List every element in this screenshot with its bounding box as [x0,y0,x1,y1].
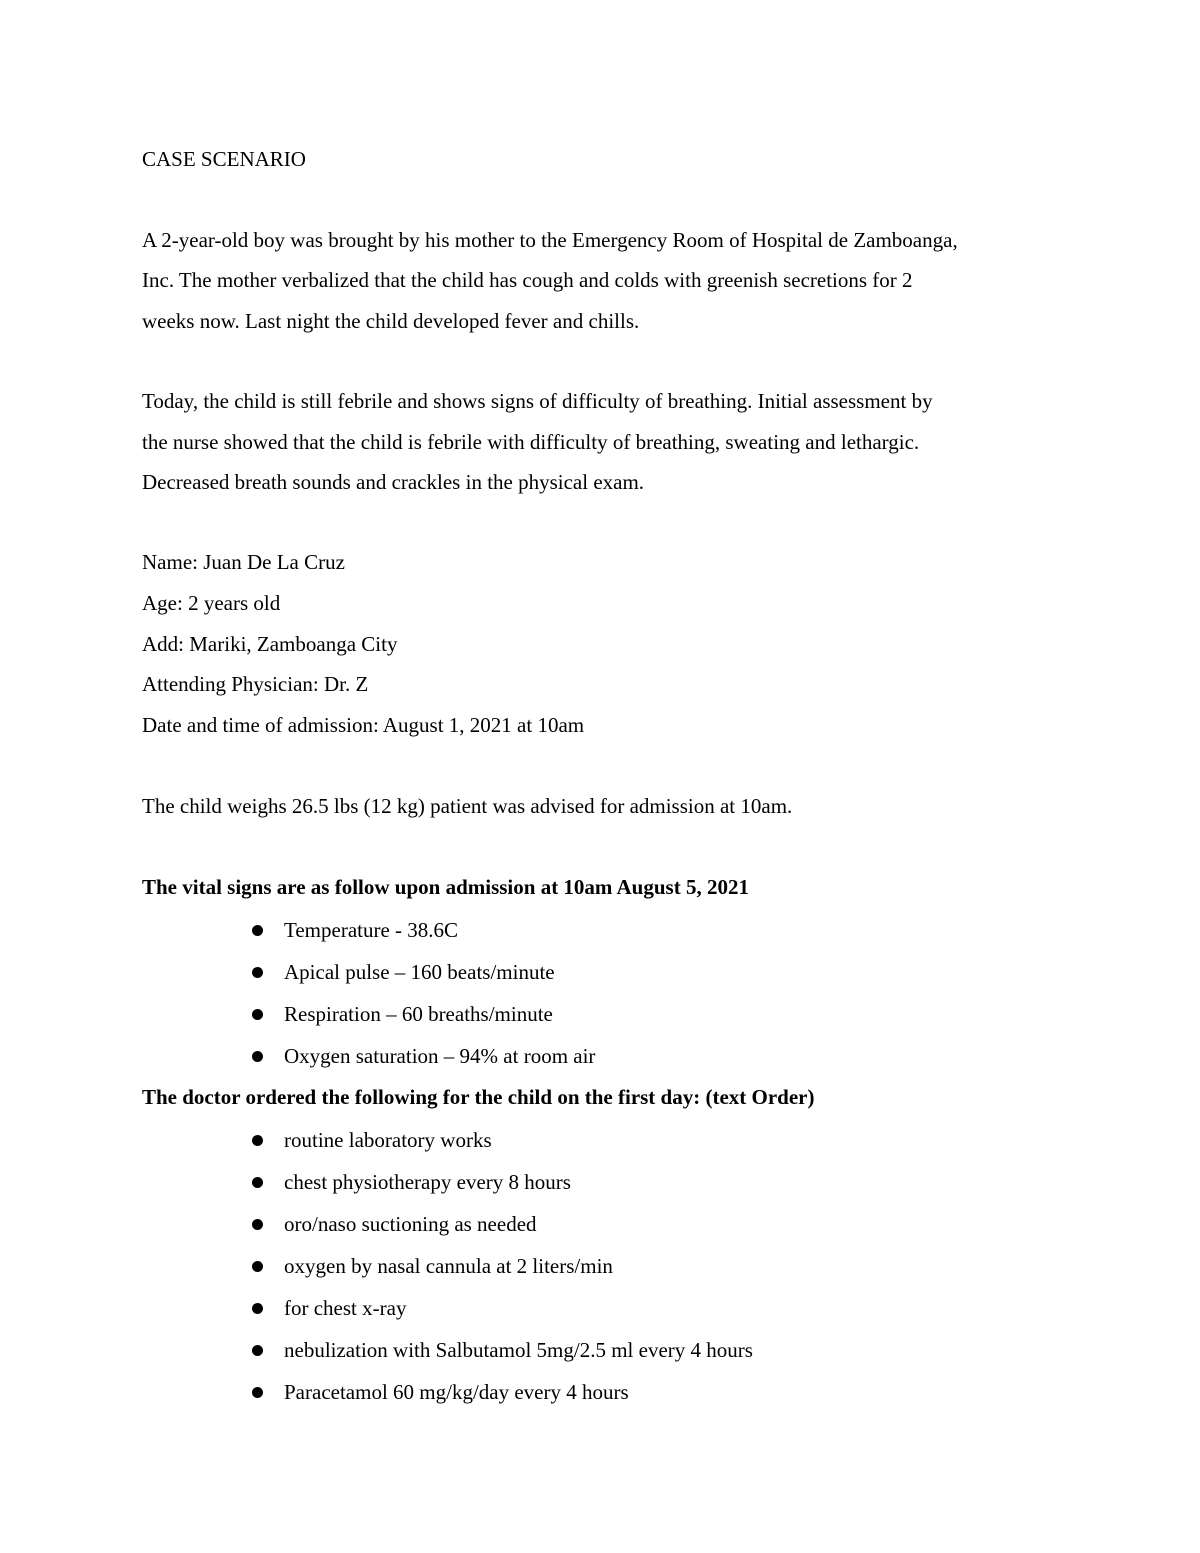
order-item: routine laboratory works [284,1128,492,1152]
paragraph-1-line-1: A 2-year-old boy was brought by his mother to the Emergency Room of Hospital de Zamboanga, [142,228,958,252]
patient-age: Age: 2 years old [142,591,281,615]
vital-temperature: Temperature - 38.6C [284,918,459,942]
paragraph-1-line-3: weeks now. Last night the child developed fever and chills. [142,309,640,333]
vitals-heading: The vital signs are as follow upon admission at 10am August 5, 2021 [142,875,749,899]
bullet-icon [252,1261,263,1272]
order-item: nebulization with Salbutamol 5mg/2.5 ml every 4 hours [284,1338,753,1362]
paragraph-2-line-3: Decreased breath sounds and crackles in the physical exam. [142,470,645,494]
order-item: oxygen by nasal cannula at 2 liters/min [284,1254,613,1278]
order-item: chest physiotherapy every 8 hours [284,1170,571,1194]
page-title: CASE SCENARIO [142,147,306,171]
admission-datetime: Date and time of admission: August 1, 2021 at 10am [142,713,585,737]
paragraph-2-line-1: Today, the child is still febrile and shows signs of difficulty of breathing. Initial assessment by [142,389,933,413]
bullet-icon [252,1135,263,1146]
vital-respiration: Respiration – 60 breaths/minute [284,1002,553,1026]
bullet-icon [252,1177,263,1188]
bullet-icon [252,925,263,936]
bullet-icon [252,1219,263,1230]
orders-heading: The doctor ordered the following for the child on the first day: (text Order) [142,1085,815,1109]
vital-apical-pulse: Apical pulse – 160 beats/minute [284,960,555,984]
attending-physician: Attending Physician: Dr. Z [142,672,369,696]
bullet-icon [252,1345,263,1356]
weight-line: The child weighs 26.5 lbs (12 kg) patient was advised for admission at 10am. [142,794,793,818]
order-item: for chest x-ray [284,1296,407,1320]
paragraph-1-line-2: Inc. The mother verbalized that the child has cough and colds with greenish secretions for 2 [142,268,913,292]
bullet-icon [252,1009,263,1020]
order-item: oro/naso suctioning as needed [284,1212,537,1236]
patient-name: Name: Juan De La Cruz [142,550,345,574]
paragraph-2-line-2: the nurse showed that the child is febrile with difficulty of breathing, sweating and lethargic. [142,430,920,454]
bullet-icon [252,1387,263,1398]
order-item: Paracetamol 60 mg/kg/day every 4 hours [284,1380,629,1404]
patient-address: Add: Mariki, Zamboanga City [142,632,398,656]
bullet-icon [252,1303,263,1314]
vital-oxygen-saturation: Oxygen saturation – 94% at room air [284,1044,596,1068]
bullet-icon [252,967,263,978]
bullet-icon [252,1051,263,1062]
